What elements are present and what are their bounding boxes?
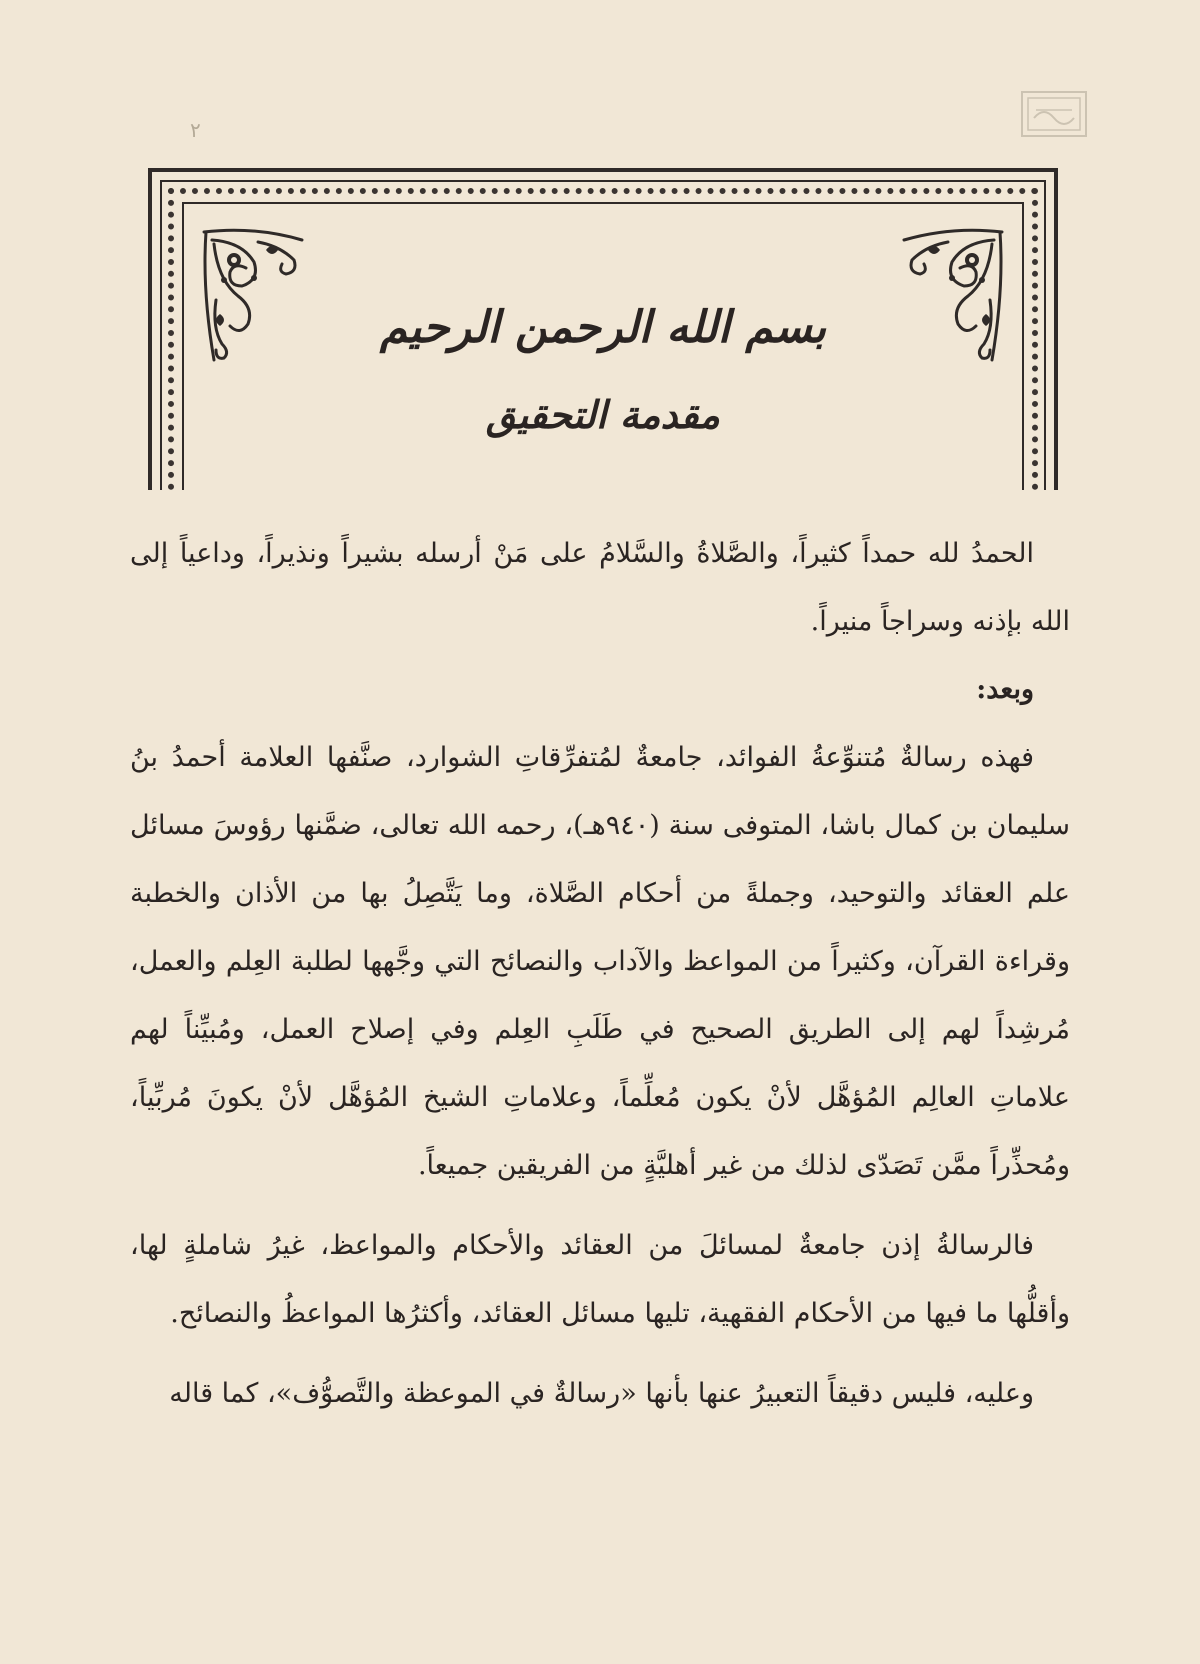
page-number: ٢	[190, 118, 201, 142]
paragraph: فالرسالةُ إذن جامعةٌ لمسائلَ من العقائد والأحكام والمواعظ، غيرُ شاملةٍ لها، وأقلُّها ما فيها من الأحكام الفقهية، تليها مسائل العقائد، وأكثرُها المواعظُ والنصائح.	[130, 1230, 1070, 1329]
stamp-mark-icon	[1018, 88, 1090, 140]
body-text	[130, 520, 1070, 1428]
paragraph: الحمدُ لله حمداً كثيراً، والصَّلاةُ والسَّلامُ على مَنْ أرسله بشيراً ونذيراً، وداعياً إلى الله بإذنه وسراجاً منيراً.	[130, 538, 1070, 637]
paragraph: وعليه، فليس دقيقاً التعبيرُ عنها بأنها «رسالةٌ في الموعظة والتَّصوُّف»، كما قاله	[169, 1378, 1034, 1409]
basmala-heading: بسم الله الرحمن الرحيم	[379, 302, 827, 353]
header-frame	[148, 168, 1058, 490]
section-title: مقدمة التحقيق	[486, 392, 720, 437]
paragraph-heading: وبعد:	[976, 674, 1034, 705]
paragraph: فهذه رسالةٌ مُتنوِّعةُ الفوائد، جامعةٌ لمُتفرِّقاتِ الشوارد، صنَّفها العلامة أحمدُ بنُ سليمان بن كمال باشا، المتوفى سنة (٩٤٠هـ)، رحمه الله تعالى، ضمَّنها رؤوسَ مسائل علم العقائد والتوحيد، وجملةً من أحكام الصَّلاة، وما يَتَّصِلُ بها من الأذان والخطبة وقراءة القرآن، وكثيراً من المواعظ والآداب والنصائح التي وجَّهها لطلبة العِلم والعمل، مُرشِداً لهم إلى الطريق الصحيح في طَلَبِ العِلم وفي إصلاح العمل، ومُبيِّناً لهم علاماتِ العالِم المُؤهَّل لأنْ يكون مُعلِّماً، وعلاماتِ الشيخ المُؤهَّل لأنْ يكونَ مُربِّياً، ومُحذِّراً ممَّن تَصَدّى لذلك من غير أهليَّةٍ من الفريقين جميعاً.	[130, 742, 1070, 1181]
